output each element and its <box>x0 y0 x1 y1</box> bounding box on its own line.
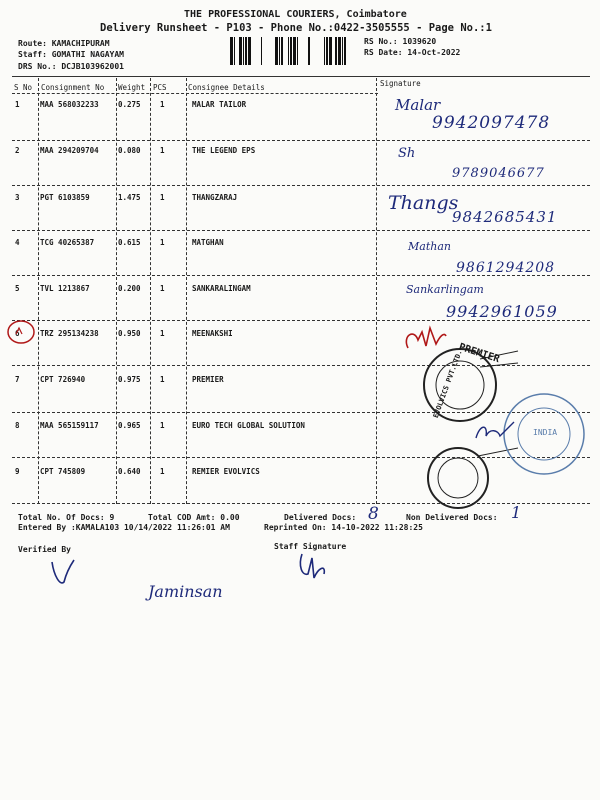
barcode-bar <box>326 37 328 65</box>
row-sno: 4 <box>15 238 20 247</box>
col-weight: Weight <box>118 83 146 92</box>
row-consignment: TRZ 295134238 <box>40 329 99 338</box>
barcode-bar <box>281 37 283 65</box>
row-weight: 1.475 <box>118 193 141 202</box>
row-sno: 5 <box>15 284 20 293</box>
rs-date: RS Date: 14-Oct-2022 <box>364 48 461 57</box>
stamp-text: INDIA <box>533 428 558 437</box>
barcode-bar <box>290 37 292 65</box>
handwritten-phone: 9789046677 <box>452 166 545 181</box>
delivered-docs-count: 8 <box>368 504 379 524</box>
barcode-bar <box>344 37 346 65</box>
row-consignee: THANGZARAJ <box>192 193 238 202</box>
entered-by: Entered By :KAMALA103 10/14/2022 11:26:01 AM <box>18 523 230 532</box>
row-rule <box>12 140 590 141</box>
row-sno: 3 <box>15 193 20 202</box>
row-consignment: TCG 40265387 <box>40 238 95 247</box>
barcode-bar <box>239 37 242 65</box>
row-weight: 0.200 <box>118 284 141 293</box>
blue-signature-mark <box>470 418 520 448</box>
handwritten-phone: 9942097478 <box>432 113 551 133</box>
col-consignment: Consignment No <box>41 83 105 92</box>
row-consignment: CPT 745809 <box>40 467 86 476</box>
row-pcs: 1 <box>160 193 165 202</box>
barcode-bar <box>279 37 280 65</box>
handwritten-phone: 9842685431 <box>452 208 558 226</box>
col-pcs: PCS <box>153 83 167 92</box>
red-circle-mark <box>4 318 40 346</box>
rs-number: RS No.: 1039620 <box>364 37 437 46</box>
handwritten-signature: Malar <box>395 96 441 114</box>
header-rule <box>12 93 378 94</box>
barcode-bar <box>293 37 296 65</box>
row-pcs: 1 <box>160 146 165 155</box>
row-sno: 8 <box>15 421 20 430</box>
row-weight: 0.640 <box>118 467 141 476</box>
drs-number: DRS No.: DCJB103962001 <box>18 62 124 71</box>
row-consignment: MAA 294209704 <box>40 146 99 155</box>
row-consignee: SANKARALINGAM <box>192 284 251 293</box>
handwritten-phone: 9861294208 <box>456 260 556 276</box>
non-delivered-docs-label: Non Delivered Docs: <box>406 513 498 522</box>
row-weight: 0.275 <box>118 100 141 109</box>
barcode-bar <box>248 37 251 65</box>
barcode-bar <box>288 37 289 65</box>
barcode-bar <box>329 37 332 65</box>
staff-signature-label: Staff Signature <box>274 542 347 551</box>
staff-signature-mark <box>292 550 336 584</box>
row-consignment: CPT 726940 <box>40 375 86 384</box>
staff-label: Staff: GOMATHI NAGAYAM <box>18 50 124 59</box>
row-pcs: 1 <box>160 238 165 247</box>
col-signature: Signature <box>380 79 421 88</box>
row-sno: 1 <box>15 100 20 109</box>
row-pcs: 1 <box>160 421 165 430</box>
row-rule <box>12 185 590 186</box>
row-consignment: MAA 568032233 <box>40 100 99 109</box>
row-consignee: THE LEGEND EPS <box>192 146 256 155</box>
verified-signature-mark <box>44 556 84 592</box>
row-pcs: 1 <box>160 375 165 384</box>
row-consignment: PGT 6103859 <box>40 193 90 202</box>
row-weight: 0.975 <box>118 375 141 384</box>
barcode <box>230 37 358 67</box>
row-weight: 0.950 <box>118 329 141 338</box>
col-sno: S No <box>14 83 33 92</box>
barcode-bar <box>335 37 337 65</box>
runsheet-subtitle: Delivery Runsheet - P103 - Phone No.:0422-3505555 - Page No.:1 <box>100 22 492 34</box>
barcode-bar <box>234 37 235 65</box>
barcode-bar <box>308 37 310 65</box>
company-title: THE PROFESSIONAL COURIERS, Coimbatore <box>184 9 407 20</box>
col-divider <box>186 78 187 504</box>
row-sno: 7 <box>15 375 20 384</box>
delivered-docs-label: Delivered Docs: <box>284 513 357 522</box>
row-pcs: 1 <box>160 100 165 109</box>
total-cod-amount: Total COD Amt: 0.00 <box>148 513 240 522</box>
table-top-rule <box>12 76 590 77</box>
reprinted-on: Reprinted On: 14-10-2022 11:28:25 <box>264 523 423 532</box>
row-weight: 0.615 <box>118 238 141 247</box>
handwritten-phone: 9942961059 <box>446 302 558 321</box>
row-consignee: MEENAKSHI <box>192 329 233 338</box>
barcode-bar <box>245 37 247 65</box>
handwritten-signature: Thangs <box>388 192 459 214</box>
handwritten-signature: Sh <box>398 146 416 161</box>
barcode-bar <box>338 37 341 65</box>
row-consignee: PREMIER <box>192 375 224 384</box>
col-consignee: Consignee Details <box>188 83 265 92</box>
row-pcs: 1 <box>160 284 165 293</box>
row-weight: 0.080 <box>118 146 141 155</box>
handwritten-signature: Mathan <box>408 240 451 253</box>
row-rule <box>12 230 590 231</box>
non-delivered-docs-count: 1 <box>511 503 522 522</box>
verified-by-label: Verified By <box>18 545 71 554</box>
row-pcs: 1 <box>160 467 165 476</box>
barcode-bar <box>324 37 325 65</box>
col-divider <box>376 78 377 504</box>
row-consignee: EURO TECH GLOBAL SOLUTION <box>192 421 305 430</box>
barcode-bar <box>342 37 343 65</box>
route-label: Route: KAMACHIPURAM <box>18 39 110 48</box>
col-divider <box>116 78 117 504</box>
row-sno: 6 <box>15 329 20 338</box>
barcode-bar <box>297 37 298 65</box>
row-consignee: MALAR TAILOR <box>192 100 247 109</box>
barcode-bar <box>230 37 233 65</box>
row-consignee: REMIER EVOLVICS <box>192 467 260 476</box>
verified-signature: Jaminsan <box>148 582 223 601</box>
row-consignment: TVL 1213867 <box>40 284 90 293</box>
total-docs: Total No. Of Docs: 9 <box>18 513 115 522</box>
row-sno: 9 <box>15 467 20 476</box>
row-sno: 2 <box>15 146 20 155</box>
stamp-text: EVOLVICS PVT.LTD. <box>431 348 464 420</box>
row-consignment: MAA 565159117 <box>40 421 99 430</box>
row-pcs: 1 <box>160 329 165 338</box>
row-consignee: MATGHAN <box>192 238 224 247</box>
col-divider <box>38 78 39 504</box>
handwritten-signature: Sankarlingam <box>406 283 484 296</box>
barcode-bar <box>275 37 278 65</box>
row-weight: 0.965 <box>118 421 141 430</box>
barcode-bar <box>261 37 262 65</box>
stamp-text: PREMIER <box>457 341 501 366</box>
barcode-bar <box>243 37 244 65</box>
col-divider <box>150 78 151 504</box>
